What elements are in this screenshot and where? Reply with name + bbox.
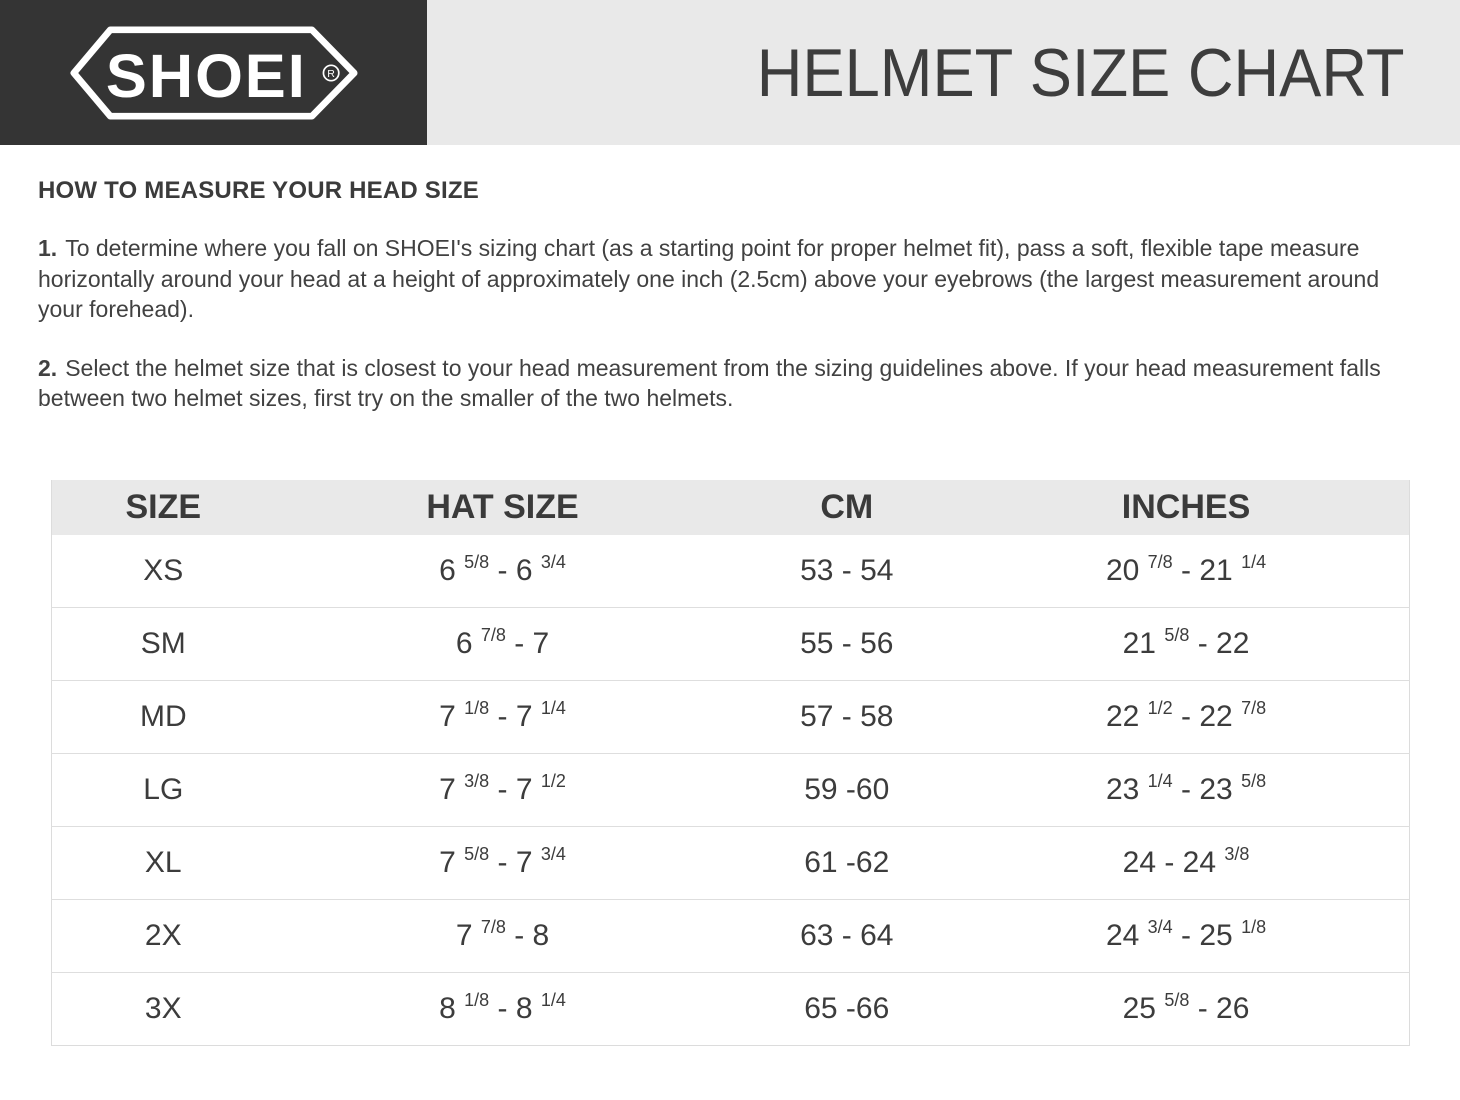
column-header-hat-size: HAT SIZE: [275, 480, 730, 535]
helmet-size-table: [51, 480, 1410, 1046]
page-header: [0, 0, 1460, 145]
cm-cell: 61 -62: [730, 826, 964, 899]
table-row: [51, 607, 1409, 680]
table-row: [51, 972, 1409, 1045]
table-row: [51, 753, 1409, 826]
inches-cell: 24 - 24 $^{3/8}$: [964, 826, 1409, 899]
cm-cell: 53 - 54: [800, 553, 894, 587]
hat-size-cell: 6 $^{7/8}$ - 7: [275, 607, 730, 680]
inches-cell: 22 $^{1/2}$ - 22 $^{7/8}$: [964, 680, 1409, 753]
hat-size-cell: 7 $^{7/8}$ - 8: [275, 899, 730, 972]
inches-cell: 23 $^{1/4}$ - 23 $^{5/8}$: [964, 753, 1409, 826]
inches-cell: 20 $^{7/8}$ - 21 $^{1/4}$: [1105, 552, 1267, 587]
hat-size-cell: 7 $^{1/8}$ - 7 $^{1/4}$: [275, 680, 730, 753]
column-header-cm: CM: [730, 480, 964, 535]
page-title: HELMET SIZE CHART: [757, 34, 1405, 111]
hat-size-cell: 7 $^{3/8}$ - 7 $^{1/2}$: [275, 753, 730, 826]
instruction-step-1: [38, 233, 1383, 325]
size-cell: SM: [51, 607, 275, 680]
step-text: To determine where you fall on SHOEI's sizing chart (as a starting point for proper helmet fit), pass a soft, flexible tape measure horizontally around your head at a height of approximately one inch (2.5cm) above your eyebrows (the largest measurement around your forehead).: [38, 235, 1380, 322]
table-row: [51, 680, 1409, 753]
size-cell: MD: [51, 680, 275, 753]
inches-cell: 21 $^{5/8}$ - 22: [964, 607, 1409, 680]
registered-trademark-icon: R: [326, 67, 335, 80]
cm-cell: 57 - 58: [730, 680, 964, 753]
hat-size-cell: 7 $^{5/8}$ - 7 $^{3/4}$: [275, 826, 730, 899]
inches-cell: 24 $^{3/4}$ - 25 $^{1/8}$: [964, 899, 1409, 972]
shoei-logo: [0, 0, 427, 145]
cm-cell: 59 -60: [730, 753, 964, 826]
hat-size-cell: 6 $^{5/8}$ - 6 $^{3/4}$: [439, 552, 566, 587]
step-number: 2.: [38, 354, 58, 381]
instruction-step-2: [38, 353, 1383, 414]
size-table-header-row: [51, 480, 1409, 535]
inches-cell: 25 $^{5/8}$ - 26: [964, 972, 1409, 1045]
step-number: 1.: [38, 235, 58, 261]
size-cell: XS: [143, 553, 184, 587]
shoei-hexagon-logo-icon: [70, 23, 358, 123]
size-cell: 3X: [51, 972, 275, 1045]
logo-brand-text: SHOEI: [105, 41, 307, 111]
cm-cell: 55 - 56: [730, 607, 964, 680]
howto-heading: HOW TO MEASURE YOUR HEAD SIZE: [38, 177, 479, 204]
instructions-section: [0, 177, 1460, 414]
table-row: [51, 899, 1409, 972]
hat-size-cell: 8 $^{1/8}$ - 8 $^{1/4}$: [275, 972, 730, 1045]
cm-cell: 65 -66: [730, 972, 964, 1045]
step-text: Select the helmet size that is closest to your head measurement from the sizing guidelines above. If your head measurement falls between two helmet sizes, first try on the smaller of the two helmets.: [38, 354, 1381, 411]
cm-cell: 63 - 64: [730, 899, 964, 972]
size-table-body: [51, 535, 1409, 1046]
table-row: [51, 826, 1409, 899]
column-header-size: SIZE: [51, 480, 275, 535]
size-cell: 2X: [51, 899, 275, 972]
table-row: [51, 535, 1409, 608]
size-cell: XL: [51, 826, 275, 899]
column-header-inches: INCHES: [964, 480, 1409, 535]
size-cell: LG: [51, 753, 275, 826]
